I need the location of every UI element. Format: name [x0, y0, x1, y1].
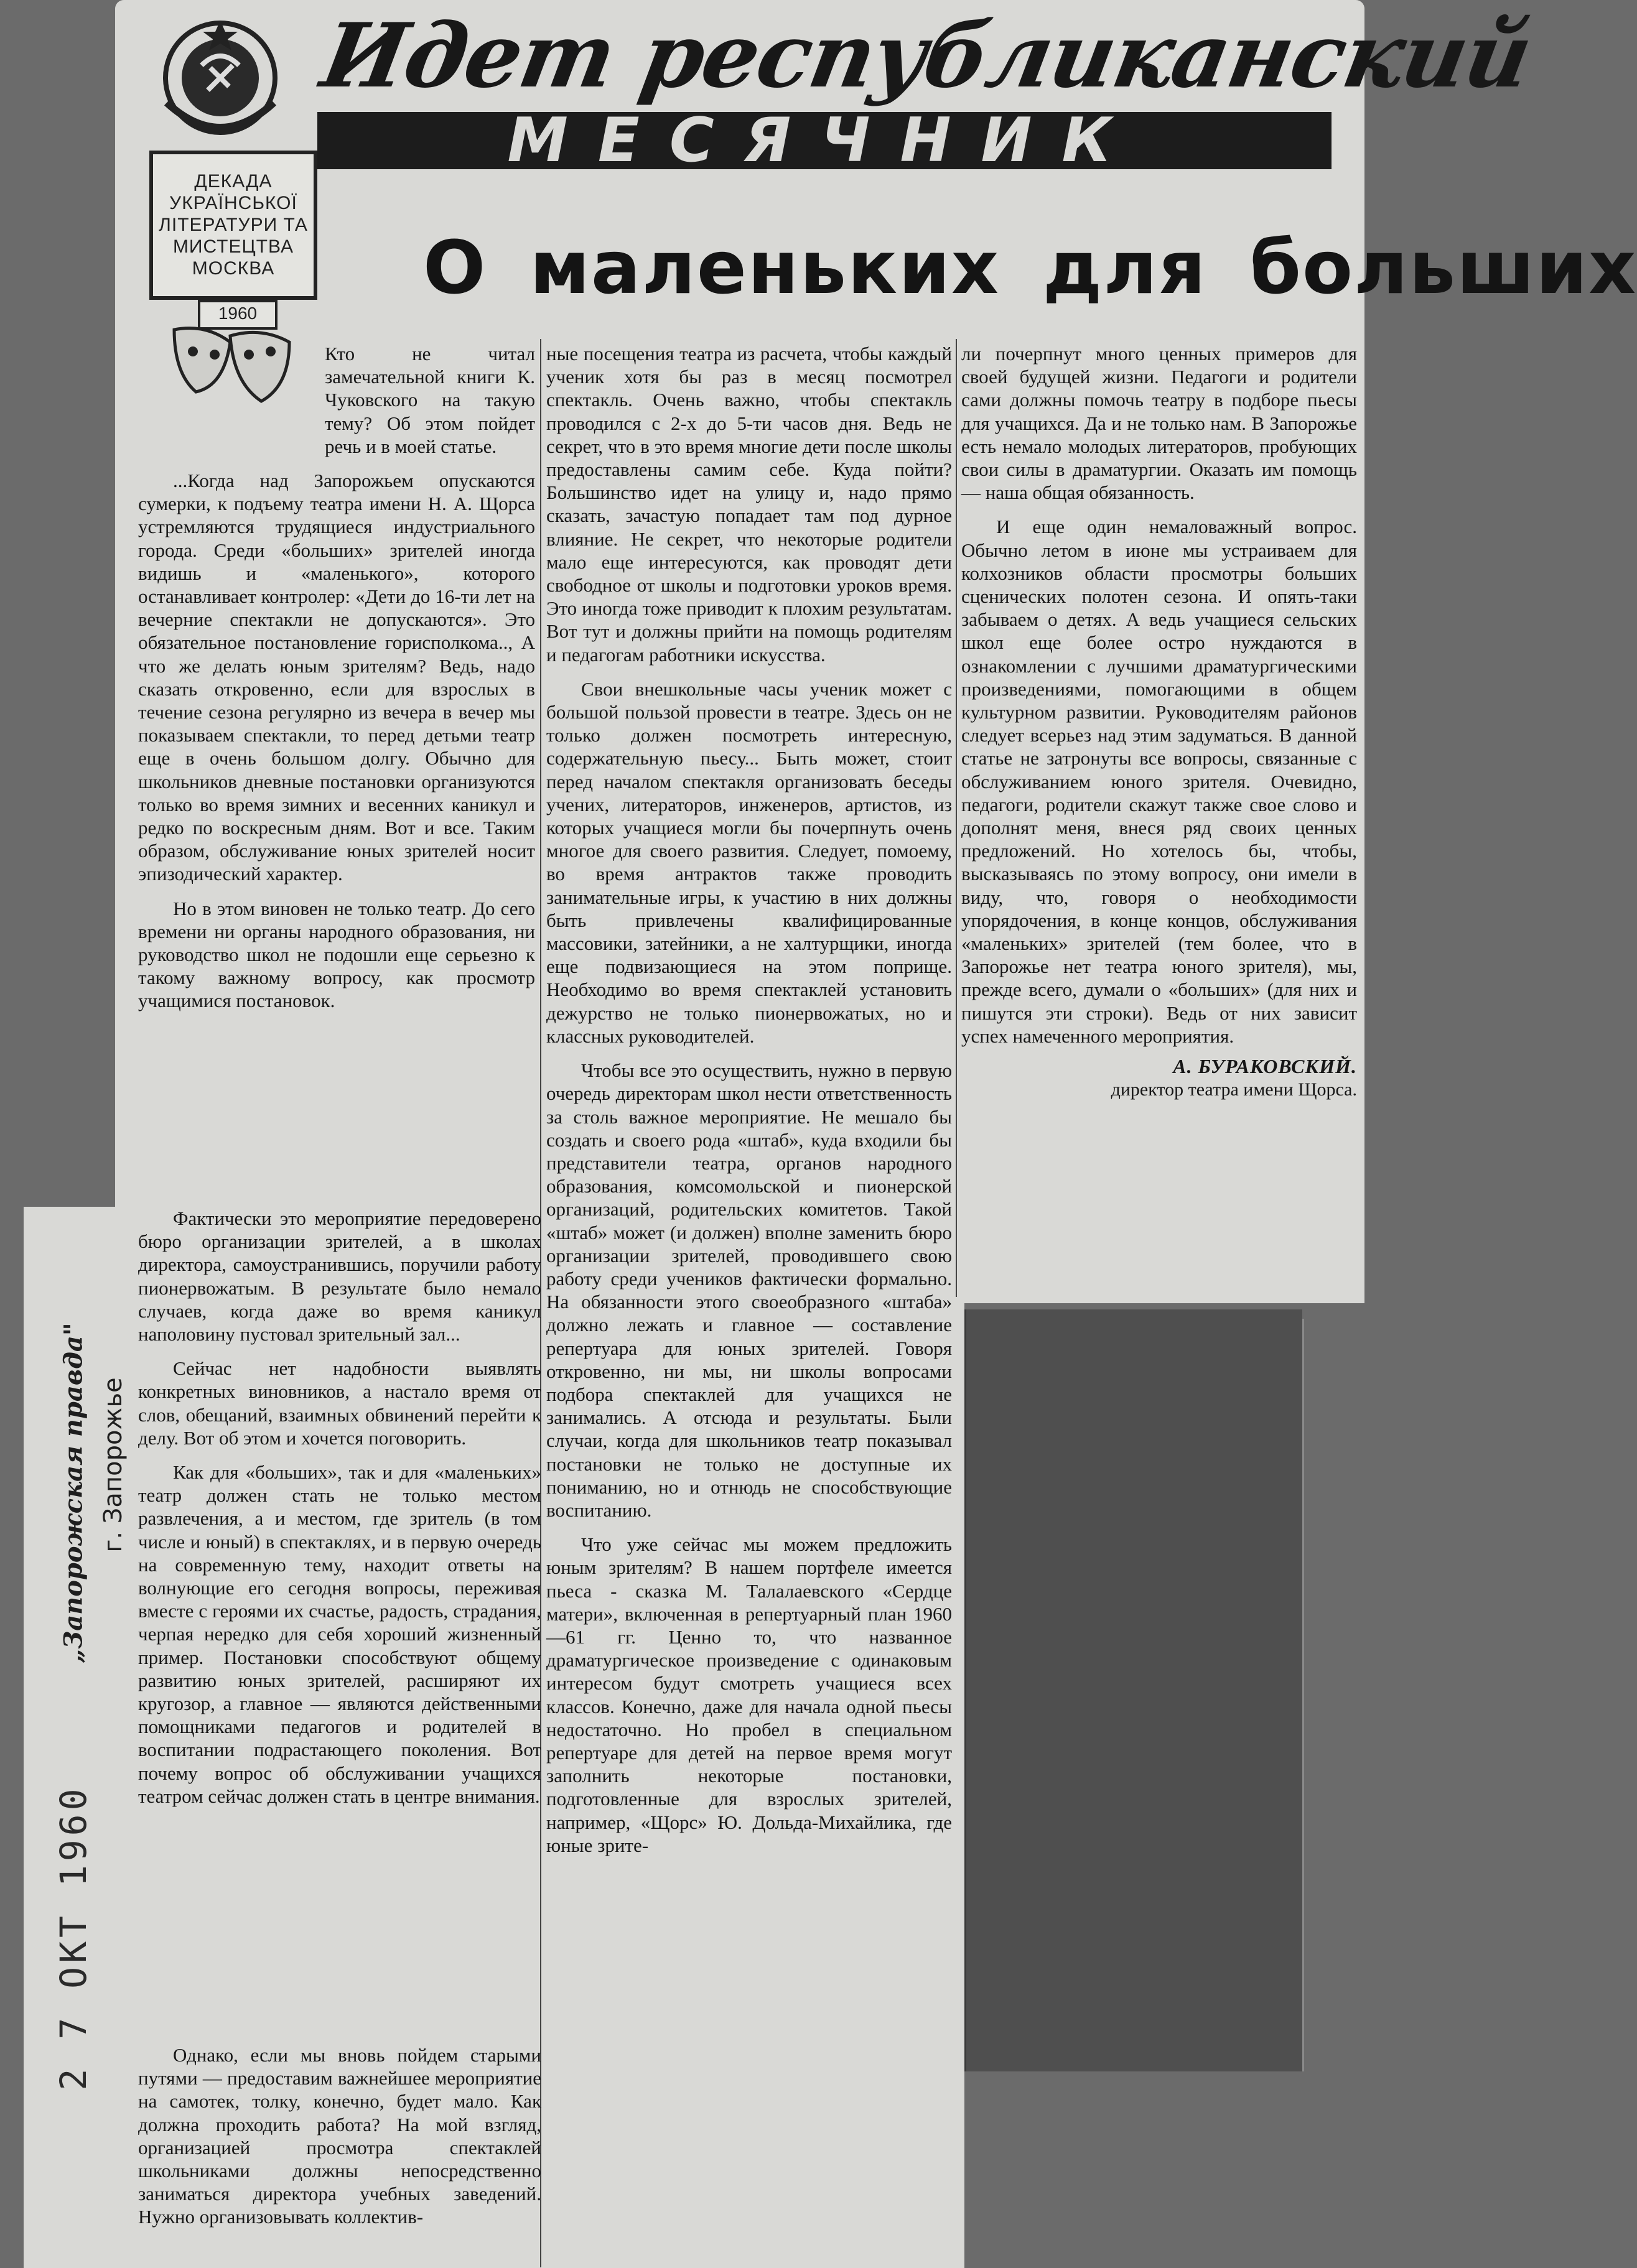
state-emblem-icon	[148, 16, 292, 149]
article-title: О маленьких для больших	[423, 225, 1637, 310]
column-divider	[956, 339, 957, 1297]
decade-badge	[149, 151, 317, 300]
header-banner: МЕСЯЧНИК	[317, 112, 1332, 169]
author-signature: А. БУРАКОВСКИЙ.	[1173, 1055, 1357, 1078]
article-column-3	[961, 342, 1357, 1102]
article-column-1-middle	[138, 1207, 541, 1808]
city-stamp	[100, 1378, 127, 1552]
article-paragraph: ли почерпнут много ценных примеров для своей будущей жизни. Педагоги и родители сами должны помочь театру в подборе пьесы для учащихся. Да и не только нам. В Запорожье есть немало молодых литераторов, пробующих свои силы в драматургии. Оказать им помощь — наша общая обязанность.	[961, 343, 1357, 504]
article-column-1-top	[138, 342, 535, 1013]
article-paragraph: Однако, если мы вновь пойдем старыми путями — предоставим важнейшее мероприятие на самотек, толку, конечно, будет мало. Как должна проходить работа? На мой взгляд, организацией просмотра спектаклей школьниками должны непосредственно заниматься директора учебных заведений. Нужно организовывать коллектив-	[138, 2044, 541, 2228]
article-paragraph: ные посещения театра из расчета, чтобы каждый ученик хотя бы раз в месяц посмотрел спектакль. Очень важно, чтобы спектакль проводился с 2-х до 5-ти часов дня. Ведь не секрет, что в это время многие дети после школы предоставлены самим себе. Куда пойти? Большинство идет на улицу и, надо прямо сказать, зачастую попадает там под дурное влияние. Не секрет, что некоторые родители мало еще интересуются, как проводят дети свободное от школы и подготовки уроков время. Это иногда тоже приводит к плохим результатам. Вот тут и должны прийти на помощь родителям и педагогам работники искусства.	[546, 343, 952, 666]
decade-badge-text: ДЕКАДА УКРАЇНСЬКОЇ ЛІТЕРАТУРИ ТА МИСТЕЦТВА МОСКВА	[159, 171, 308, 279]
article-paragraph: Чтобы все это осуществить, нужно в первую очередь директорам школ нести ответственность за столь важное мероприятие. Не мешало бы создать и своего рода «штаб», куда входили бы представители театра, органов народного образования, комсомольской и пионерской организаций, родительских комитетов. Такой «штаб» может (и должен) вполне заменить бюро организации зрителей, проводившего свою работу среди учеников фактически формально. На обязанности этого своеобразного «штаба» должно лежать и главное — составление репертуара для юных зрителей. Говоря откровенно, ни мы, ни школы вопросами подбора спектаклей для учащихся не занимались. А отсюда и результаты. Были случаи, когда для школьников театр показывал постановки не только не доступные их пониманию, но и отнюдь не способствующие воспитанию.	[546, 1059, 952, 1521]
header-heading: Идет республиканский	[314, 4, 1539, 108]
article-paragraph: Как для «больших», так и для «маленьких» театр должен стать не только местом развлечения, а и местом, где зритель (в том числе и юный) в спектаклях, и в первую очередь на современную тему, находит ответы на волнующие его сегодня вопросы, переживая вместе с героями их счастье, радость, страдания, черпая нередко для себя хороший жизненный пример. Постановки способствуют общему развитию юных зрителей, расширяют их кругозор, а главное — являются действенными помощниками педагогов и родителей в воспитании подрастающего поколения. Вот почему вопрос об обслуживании учащихся театром сейчас должен стать в центре внимания.	[138, 1461, 541, 1807]
article-column-2	[546, 342, 952, 1857]
cardboard-backing	[964, 1309, 1302, 2071]
newspaper-name-stamp	[58, 1322, 88, 1663]
city-name: г. Запорожье	[99, 1377, 128, 1553]
article-paragraph: Фактически это мероприятие передоверено бюро организации зрителей, а в школах директора, самоустранившись, поручили работу пионервожатым. В результате было немало случаев, когда даже во время каникул наполовину пустовал зрительный зал...	[138, 1207, 541, 1345]
article-paragraph: Но в этом виновен не только театр. До сего времени ни органы народного образования, ни руководство школ не подошли еще серьезно к такому важному вопросу, как просмотр учащимися постановок.	[138, 897, 535, 1012]
article-intro: Кто не читал замечательной книги К. Чуковского на такую тему? Об этом пойдет речь и в моей статье.	[325, 343, 535, 457]
article-paragraph: Что уже сейчас мы можем предложить юным зрителям? В нашем портфеле имеется пьеса - сказка М. Талалаевского «Сердце матери», включенная в репертуарный план 1960—61 гг. Ценно то, что названное драматургическое произведение с одинаковым интересом будут смотреть учащиеся всех классов. Конечно, даже для начала одной пьесы недостаточно. Но пробел в специальном репертуаре для детей на первое время могут заполнить некоторые постановки, подготовленные для взрослых зрителей, например, «Щорс» Ю. Дольда-Михайлика, где юные зрите-	[546, 1533, 952, 1856]
decade-badge-year: 1960	[198, 300, 277, 330]
date-value: 2 7 ОКТ 1960	[52, 1785, 95, 2091]
author-role: директор театра имени Щорса.	[1111, 1079, 1357, 1100]
date-stamp	[52, 1785, 95, 2091]
article-paragraph: ...Когда над Запорожьем опускаются сумерки, к подъему театра имени Н. А. Щорса устремляются трудящиеся индустриального города. Среди «больших» зрителей иногда видишь и «маленького», которого останавливает контролер: «Дети до 16-ти лет на вечерние спектакли не допускаются». Это обязательное постановление горисполкома.., А что же делать юным зрителям? Ведь, надо сказать откровенно, если для взрослых в течение сезона регулярно из вечера в вечер мы показываем спектакли, то перед детьми театр еще в очень большом долгу. Обычно для школьников дневные постановки организуются только во время зимних и весенних каникул и редко по воскресным дням. Вот и все. Таким образом, обслуживание юных зрителей носит эпизодический характер.	[138, 470, 535, 885]
article-paragraph: Сейчас нет надобности выявлять конкретных виновников, а настало время от слов, обещаний, взаимных обвинений перейти к делу. Вот об этом и хочется поговорить.	[138, 1357, 541, 1449]
article-paragraph: И еще один немаловажный вопрос. Обычно летом в июне мы устраиваем для колхозников области просмотры больших сценических полотен сезона. И опять-таки забываем о детях. А ведь учащиеся сельских школ еще более остро нуждаются в ознакомлении с лучшими драматургическими произведениями, помогающими в общем культурном развитии. Руководителям районов следует всерьез над этим задуматься. В данной статье не затронуты все вопросы, связанные с обслуживанием юного зрителя. Очевидно, педагоги, родители скажут также свое слово и дополнят меня, внеся ряд своих ценных предложений. Но хотелось бы, чтобы, высказываясь по этому вопросу, они имели в виду, что, говоря о необходимости упорядочения, в конце концов, обслуживания «маленьких» зрителей (тем более, что в Запорожье нет театра юного зрителя), мы, прежде всего, думали о «больших» (для них и пишутся эти строки). Ведь от них зависит успех намеченного мероприятия.	[961, 516, 1357, 1047]
newspaper-name: „Запорожская правда"	[58, 1322, 88, 1663]
article-column-1-bottom	[138, 2043, 541, 2229]
article-paragraph: Свои внешкольные часы ученик может с большой пользой провести в театре. Здесь он не только должен посмотреть интересную, содержательную пьесу... Быть может, стоит перед началом спектакля организовать беседы учених, литераторов, инженеров, артистов, из которых учащиеся могли бы почерпнуть очень многое для своего развития. Следует, помоему, во время антрактов также проводить занимательные игры, к участию в них должны быть привлечены квалифицированные массовики, затейники, а не халтурщики, иногда еще подвизающиеся на этом поприще. Необходимо во время спектаклей установить дежурство не только пионервожатых, но и классных руководителей.	[546, 677, 952, 1047]
